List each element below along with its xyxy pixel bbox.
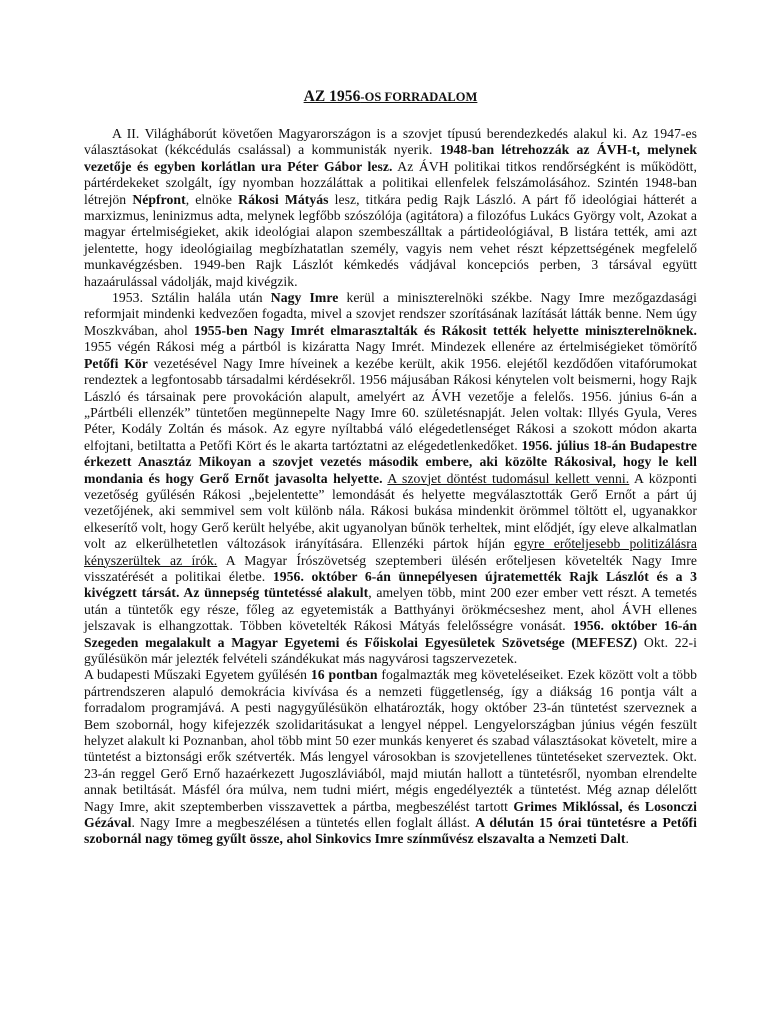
bold-text: 16 pontban xyxy=(310,667,378,683)
text-run: A központi vezetőség gyűlésén Rákosi „bejelentette” lemondását és helyette megválasztották Gerő Ernőt a párt új vezetőjének, aki semmivel sem volt különb nála. Rákosi bukása mindenkit örömmel töltött el, ugyanakkor elkeserítő volt, hogy Gerő került helyébe, akit ugyanolyan bűnök terheltek, mint elődjét, így eleve alkalmatlan volt az elkerülhetetlen változások irányítására. Ellenzéki pártok híján xyxy=(84,470,697,552)
text-run: vezetésével Nagy Imre híveinek a kezébe került, akik 1956. elejétől kezdődően vitafórumokat rendeztek a legfontosabb társadalmi kérdésekről. 1956 májusában Rákosi kénytelen volt beismerni, hogy Rajk László és társainak pere provokáción alapult, amelyért az ÁVH vezetője a felelős. 1956. június 6-án a „Pártbéli ellenzék” tüntetően megünnepelte Nagy Imre 60. születésnapját. Jelen voltak: Illyés Gyula, Veres Péter, Kodály Zoltán és mások. Az egyre nyíltabbá váló elégedetlenséget Rákosi a szokott módon akarta elfojtani, betiltatta a Petőfi Kört és le akarta tartóztatni az elégedetlenkedőket. xyxy=(84,355,698,453)
text-run: Az ÁVH politikai titkos rendőrségként is működött, pártérdekeket szolgált, így nyomban hozzáláttak a politikai ellenfelek felszámolásához. Szintén 1948-ban létrejön xyxy=(84,158,697,207)
text-run: , amelyen több, mint 200 ezer ember vett részt. A temetés után a tüntetők egy része, főleg az egyetemisták a Batthyányi örökmécseshez ment, ahol ÁVH ellenes jelszavak is elhangzottak. Többen követelték Rákosi Mátyás felelősségre vonását. xyxy=(84,585,697,634)
document-page xyxy=(84,88,697,848)
paragraph-1 xyxy=(84,126,697,290)
text-run: A II. Világháborút követően Magyarországon is a szovjet típusú berendezkedés alakul ki. Az 1947-es választásokat (kékcédulás csalással) a kommunisták nyerik. xyxy=(84,126,697,158)
title-suffix: -OS FORRADALOM xyxy=(360,90,478,104)
text-run: A Magyar Írószövetség szeptemberi ülésén erőteljesen követelték Nagy Imre visszatérését a politikai életbe. xyxy=(84,552,697,584)
bold-text: A délután 15 órai tüntetésre a Petőfi szobornál nagy tömeg gyűlt össze, ahol Sinkovics Imre színművész elszavalta a Nemzeti Dalt xyxy=(84,815,698,847)
text-run: fogalmazták meg követeléseiket. Ezek között volt a több pártrendszeren alapuló demokrácia kivívása és a nemzeti függetlenség, így a diákság 16 pontja vált a forradalom programjává. A pesti nagygyűlésükön elhatározták, hogy október 23-án tüntetést szerveznek a Bem szobornál, hogy kifejezzék szolidaritásukat a lengyel néppel. Lengyelországban június végén feszült helyzet alakult ki Poznanban, ahol több mint 50 ezer munkás kenyeret és szabad választásokat követelt, mire a tüntetést a biztonsági erők szétverték. Más lengyel városokban is szovjetellenes tüntetéseket szerveztek. Okt. 23-án reggel Gerő Ernő hazaérkezett Jugoszláviából, majd miután hallott a tüntetésről, nyomban elrendelte annak betiltását. Másfél óra múlva, nem tudni miért, mégis engedélyezték a tüntetést. Még aznap délelőtt Nagy Imre, akit szeptemberben visszavettek a pártba, megbeszélést tartott xyxy=(84,667,697,814)
paragraph-2 xyxy=(84,290,697,667)
text-run: Okt. 22-i gyűlésükön már jelezték felvételi szándékukat más nagyvárosi tagszervezetek. xyxy=(84,634,697,666)
text-run: lesz, titkára pedig Rajk László. A párt fő ideológiai hátterét a marxizmus, leninizmus adta, melynek legfőbb szószólója (agitátora) a filozófus Lukács György volt, Azokat a magyar értelmiségieket, akik ideológiai alapon szembeszálltak a pártideológiával, B listára tették, ami azt jelentette, hogy ideológiailag megbízhatatlan személy, vagyis nem vehet részt képzettségének megfelelő munkavégzésben. 1949-ben Rajk Lászlót kémkedés vádjával koncepciós perben, 3 társával együtt hazaárulással vádolják, majd kivégzik. xyxy=(84,191,697,289)
text-run: kerül a miniszterelnöki székbe. Nagy Imre mezőgazdasági reformjait mindenki kedvezően fogadta, mivel a szovjet rendszer szorításának lazítását látták benne. Nem úgy Moszkvában, ahol xyxy=(84,290,697,338)
bold-text: 1956. október 6-án ünnepélyesen újratemették Rajk Lászlót és a 3 kivégzett társát. Az ünnepség tüntetéssé alakult xyxy=(84,568,697,601)
underlined-text: egyre erőteljesebb politizálásra kényszerültek az írók. xyxy=(84,536,697,568)
bold-text: 1956. július 18-án Budapestre érkezett Anasztáz Mikoyan a szovjet vezetés második embere, aki közölte Rákosival, hogy le kell mondania és hogy Gerő Ernőt javasolta helyette. xyxy=(84,437,697,486)
bold-text: 1948-ban létrehozzák az ÁVH-t, melynek vezetője és egyben korlátlan ura Péter Gábor lesz. xyxy=(84,142,697,174)
text-run: 1953. Sztálin halála után xyxy=(112,290,271,306)
bold-text: 1956. október 16-án Szegeden megalakult a Magyar Egyetemi és Főiskolai Egyesületek Szövetsége (MEFESZ) xyxy=(84,618,697,650)
bold-text: Petőfi Kör xyxy=(84,355,148,371)
text-run: , elnöke xyxy=(185,191,239,207)
text-run: . Nagy Imre a megbeszélésen a tüntetés ellen foglalt állást. xyxy=(131,815,476,831)
bold-text: Nagy Imre xyxy=(270,290,339,306)
text-run: A budapesti Műszaki Egyetem gyűlésén xyxy=(84,667,311,683)
bold-text: 1955-ben Nagy Imrét elmarasztalták és Rákosit tették helyette miniszterelnöknek. xyxy=(193,322,697,338)
bold-text: Grimes Miklóssal, és Losonczi Gézával xyxy=(84,798,697,831)
bold-text: Rákosi Mátyás xyxy=(238,191,329,207)
paragraph-3 xyxy=(84,667,697,847)
page-title xyxy=(84,88,697,106)
title-main: AZ 1956 xyxy=(303,88,361,105)
bold-text: Népfront xyxy=(132,191,186,207)
underlined-text: A szovjet döntést tudomásul kellett venni. xyxy=(387,470,630,486)
text-run: 1955 végén Rákosi még a pártból is kizáratta Nagy Imrét. Mindezek ellenére az értelmiségieket tömörítő xyxy=(84,339,697,355)
text-run: . xyxy=(625,831,629,847)
